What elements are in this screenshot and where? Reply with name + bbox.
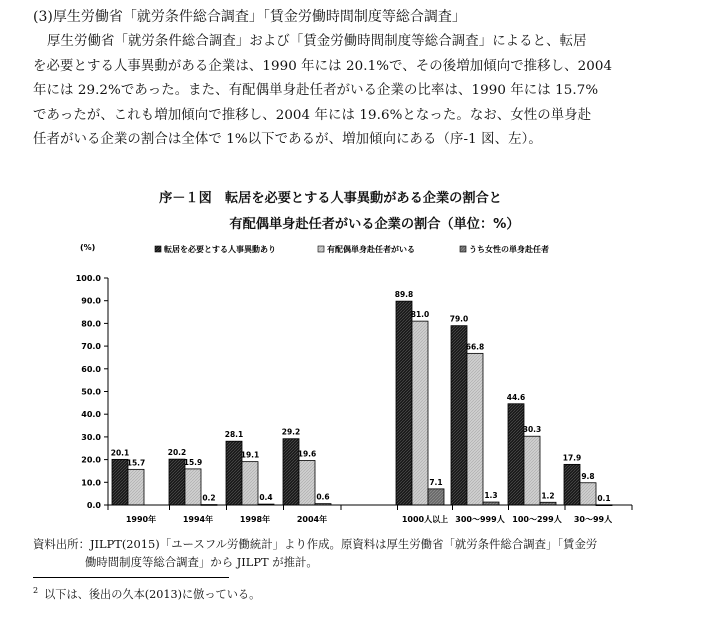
bar-value-label: 44.6	[506, 392, 526, 402]
bar-value-label: 0.1	[597, 493, 611, 503]
bar	[185, 469, 201, 505]
chart-title-line1: 序－１図 転居を必要とする人事異動がある企業の割合と	[159, 191, 502, 206]
paragraph-line: 厚生労働省「就労条件総合調査」および「賃金労働時間制度等総合調査」によると、転居	[47, 34, 587, 49]
legend-swatch	[318, 246, 324, 252]
bar-value-label: 0.2	[202, 493, 216, 503]
bar-value-label: 0.4	[259, 493, 273, 503]
bar-value-label: 89.8	[394, 290, 414, 300]
paragraph-line: であったが、これも増加傾向で推移し、2004 年には 19.6%となった。なお、女性の単身赴	[33, 107, 592, 123]
legend-label: うち女性の単身赴任者	[469, 245, 549, 254]
legend-swatch	[460, 246, 466, 252]
chart-title-line2: 有配偶単身赴任者がいる企業の割合（単位：%）	[229, 217, 520, 232]
bar	[242, 462, 258, 505]
bar-value-label: 0.6	[316, 492, 330, 502]
paragraph-line: 任者がいる企業の割合は全体で 1%以下であるが、増加傾向にある（序-1 図、左）。	[33, 132, 542, 147]
bar	[128, 469, 144, 505]
y-tick-label: 20.0	[81, 455, 101, 465]
y-tick-label: 100.0	[75, 274, 101, 283]
bar-value-label: 81.0	[410, 310, 430, 320]
x-tick-label: 1994年	[182, 515, 214, 524]
bar	[564, 464, 580, 505]
bar-value-label: 79.0	[449, 314, 469, 324]
footnote-divider	[33, 577, 229, 578]
bar	[412, 321, 428, 505]
bar	[524, 436, 540, 505]
bar-value-label: 28.1	[224, 430, 244, 440]
footnote-mark: 2	[33, 586, 39, 596]
bar-value-label: 20.2	[167, 448, 187, 458]
section-title: (3)厚生労働省「就労条件総合調査」「賃金労働時間制度等総合調査」	[33, 9, 466, 25]
bar	[508, 404, 524, 505]
source-line2: 働時間制度等総合調査」から JILPT が推計。	[85, 555, 318, 569]
x-tick-label: 100～299人	[512, 515, 562, 524]
bar	[169, 459, 185, 505]
bar-value-label: 1.3	[484, 491, 498, 501]
bars-layer	[111, 290, 612, 505]
bar-value-label: 19.1	[240, 450, 260, 460]
source-note	[33, 535, 678, 571]
bar-value-label: 19.6	[297, 449, 317, 459]
x-tick-label: 1000人以上	[401, 515, 449, 524]
bar-value-label: 30.3	[522, 425, 542, 435]
x-tick-label: 300～999人	[455, 515, 505, 524]
y-tick-label: 30.0	[81, 432, 101, 442]
bar-value-label: 66.8	[465, 342, 485, 352]
bar	[283, 439, 299, 505]
chart-legend	[155, 244, 549, 254]
y-tick-label: 50.0	[81, 387, 101, 397]
bar	[580, 483, 596, 505]
x-tick-label: 1998年	[239, 515, 271, 524]
legend-label: 有配偶単身赴任者がいる	[327, 245, 415, 254]
bar-value-label: 7.1	[429, 477, 443, 487]
x-tick-label: 30～99人	[573, 515, 613, 524]
bar-value-label: 15.7	[126, 458, 146, 468]
paragraph-line: を必要とする人事異動がある企業は、1990 年には 20.1%で、その後増加傾向で推移し、2004	[33, 58, 613, 74]
bar	[396, 301, 412, 505]
y-tick-label: 0.0	[86, 501, 101, 510]
bar-value-label: 1.2	[541, 491, 555, 501]
bar-value-label: 20.1	[110, 448, 130, 458]
y-tick-label: 70.0	[81, 342, 101, 352]
bar-chart	[0, 232, 709, 532]
bar-value-label: 29.2	[281, 427, 301, 437]
footnote-text: 以下は、後出の久本(2013)に倣っている。	[44, 588, 261, 601]
body-paragraph	[33, 30, 653, 153]
y-axis	[76, 274, 108, 510]
y-tick-label: 40.0	[81, 410, 101, 420]
y-tick-label: 80.0	[81, 319, 101, 329]
source-line1: 資料出所：JILPT(2015)「ユースフル労働統計」より作成。原資料は厚生労働省「就労条件総合調査」「賃金労	[33, 537, 598, 551]
y-axis-label: (%)	[80, 243, 96, 252]
paragraph-line: 年には 29.2%であった。また、有配偶単身赴任者がいる企業の比率は、1990 年には 15.7%	[33, 83, 599, 98]
bar	[299, 461, 315, 505]
x-axis	[108, 505, 632, 524]
bar	[428, 489, 444, 505]
legend-swatch	[155, 246, 161, 252]
bar	[451, 326, 467, 505]
footnote	[33, 586, 260, 602]
y-tick-label: 10.0	[81, 478, 101, 488]
bar	[467, 353, 483, 505]
bar-value-label: 17.9	[562, 453, 582, 463]
bar-value-label: 9.8	[581, 471, 595, 481]
y-tick-label: 90.0	[81, 296, 101, 306]
bar	[112, 459, 128, 505]
x-tick-label: 2004年	[296, 515, 328, 524]
bar	[226, 441, 242, 505]
y-tick-label: 60.0	[81, 364, 101, 374]
bar-value-label: 15.9	[183, 457, 203, 467]
x-tick-label: 1990年	[125, 515, 157, 524]
legend-label: 転居を必要とする人事異動あり	[164, 245, 276, 254]
